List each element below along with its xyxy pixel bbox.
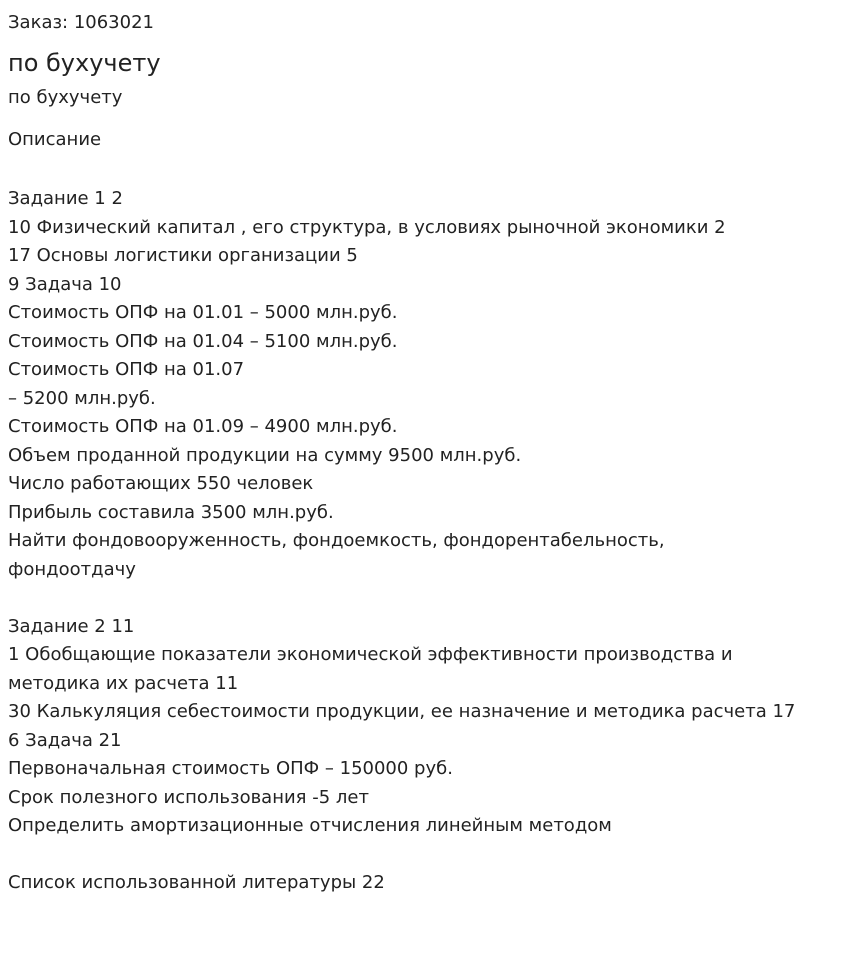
description-line: Найти фондовооруженность, фондоемкость, фондорентабельность, bbox=[8, 530, 665, 551]
description-line: 6 Задача 21 bbox=[8, 729, 122, 751]
blank-line bbox=[8, 841, 839, 870]
description-line: 10 Физический капитал , его структура, в условиях рыночной экономики 2 bbox=[8, 216, 726, 238]
description-line: Стоимость ОПФ на 01.04 – 5100 млн.руб. bbox=[8, 330, 398, 352]
description-line: Стоимость ОПФ на 01.01 – 5000 млн.руб. bbox=[8, 302, 398, 323]
description-line: Задание 1 2 bbox=[8, 188, 123, 209]
description-heading: Описание bbox=[8, 129, 102, 150]
blank-line bbox=[8, 584, 839, 613]
page-subtitle: по бухучету bbox=[8, 87, 123, 108]
description-line: 1 Обобщающие показатели экономической эффективности производства и bbox=[8, 644, 733, 665]
description-line: Стоимость ОПФ на 01.09 – 4900 млн.руб. bbox=[8, 416, 398, 437]
description-line: фондоотдачу bbox=[8, 558, 136, 580]
description-line: Объем проданной продукции на сумму 9500 млн.руб. bbox=[8, 444, 522, 466]
description-line: Число работающих 550 человек bbox=[8, 473, 314, 494]
description-line: Определить амортизационные отчисления линейным методом bbox=[8, 815, 612, 836]
description-line: Стоимость ОПФ на 01.07 bbox=[8, 359, 245, 380]
description-line: Задание 2 11 bbox=[8, 615, 135, 637]
description-line: 30 Калькуляция себестоимости продукции, ее назначение и методика расчета 17 bbox=[8, 701, 796, 722]
description-line: 9 Задача 10 bbox=[8, 273, 122, 295]
description-line: 17 Основы логистики организации 5 bbox=[8, 245, 358, 266]
description-line: методика их расчета 11 bbox=[8, 672, 239, 694]
page-title: по бухучету bbox=[8, 49, 161, 77]
description-line: Первоначальная стоимость ОПФ – 150000 руб. bbox=[8, 758, 453, 779]
description-line: Список использованной литературы 22 bbox=[8, 872, 385, 893]
description-line: – 5200 млн.руб. bbox=[8, 387, 156, 409]
description-line: Срок полезного использования -5 лет bbox=[8, 786, 369, 808]
description-body bbox=[8, 185, 839, 898]
description-line: Прибыль составила 3500 млн.руб. bbox=[8, 501, 334, 523]
order-number: Заказ: 1063021 bbox=[8, 12, 154, 33]
